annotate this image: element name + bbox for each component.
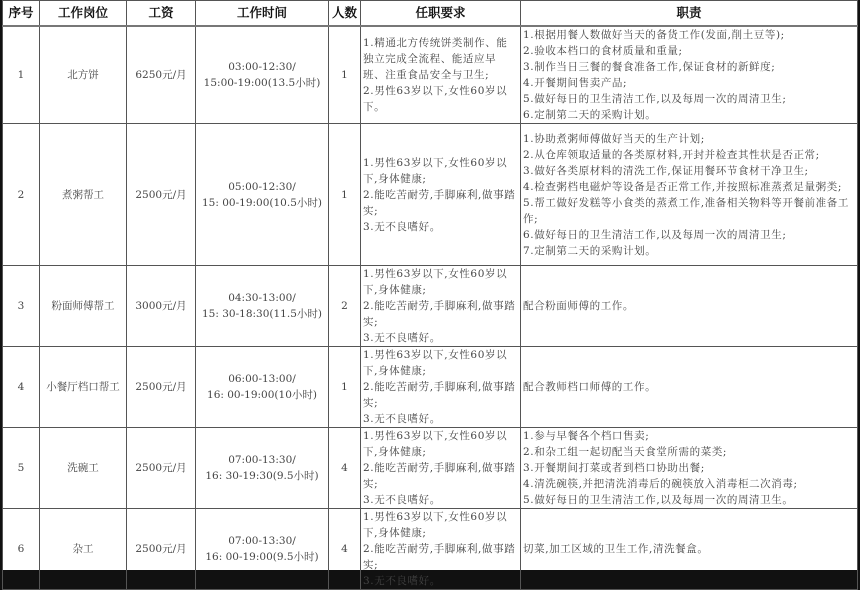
header-hours: 工作时间 [196,1,329,27]
cell-count: 1 [329,26,361,124]
requirements-line: 1.男性63岁以下,女性60岁以下,身体健康; [363,156,508,185]
duties-line: 6.定制第二天的采购计划。 [523,109,657,121]
cell-position: 粉面师傅帮工 [40,266,127,347]
cell-requirements [361,347,521,428]
hours-line: 16: 00-19:00(10小时) [207,389,317,401]
duties-line: 2.和杂工组一起切配当天食堂所需的菜类; [523,446,728,458]
cell-requirements [361,509,521,590]
cell-no: 6 [3,509,40,590]
duties-line: 5.做好每日的卫生清洁工作,以及每周一次的周清卫生。 [523,494,794,506]
requirements-line: 3.无不良嗜好。 [363,220,441,233]
cell-hours [196,509,329,590]
duties-line: 3.做好各类原材料的清洗工作,保证用餐环节食材干净卫生; [523,164,809,177]
table-row [3,266,858,347]
duties-line: 配合粉面师傅的工作。 [523,300,634,312]
duties-line: 1.根据用餐人数做好当天的备货工作(发面,削土豆等); [523,29,785,41]
cell-no: 5 [3,428,40,509]
hours-line: 15:00-19:00(13.5小时) [203,77,321,89]
duties-line: 1.协助煮粥师傅做好当天的生产计划; [523,132,705,145]
header-position: 工作岗位 [40,1,127,27]
cell-duties [521,26,858,124]
duties-line: 3.制作当日三餐的餐食准备工作,保证食材的新鲜度; [523,61,776,73]
cell-salary: 6250元/月 [127,26,196,124]
requirements-line: 1.男性63岁以下,女性60岁以下,身体健康; [363,430,508,458]
cell-count: 4 [329,509,361,590]
duties-line: 切菜,加工区域的卫生工作,清洗餐盒。 [523,543,709,555]
duties-line: 配合教师档口师傅的工作。 [523,381,657,393]
requirements-line: 1.男性63岁以下,女性60岁以下,身体健康; [363,511,508,539]
duties-line: 2.从仓库领取适量的各类原材料,开封并检查其性状是否正常; [523,148,820,161]
cell-hours [196,347,329,428]
cell-no: 4 [3,347,40,428]
cell-requirements [361,428,521,509]
cell-duties [521,124,858,266]
cell-position: 洗碗工 [40,428,127,509]
cell-salary: 2500元/月 [127,509,196,590]
cell-count: 4 [329,428,361,509]
cell-no: 1 [3,26,40,124]
cell-hours [196,26,329,124]
header-duties: 职责 [521,1,858,27]
cell-duties [521,509,858,590]
requirements-line: 2.能吃苦耐劳,手脚麻利,做事踏实; [363,462,516,490]
cell-position: 煮粥帮工 [40,124,127,266]
table-row [3,26,858,124]
hours-line: 07:00-13:30/ [228,454,296,466]
requirements-line: 3.无不良嗜好。 [363,575,441,587]
cell-requirements [361,26,521,124]
duties-line: 5.做好每日的卫生清洁工作,以及每周一次的周清卫生; [523,93,787,105]
cell-count: 1 [329,124,361,266]
requirements-line: 2.能吃苦耐劳,手脚麻利,做事踏实; [363,188,516,217]
table-row [3,124,858,266]
duties-line: 5.帮工做好发糕等小食类的蒸煮工作,准备相关物料等开餐前准备工作; [523,196,849,225]
header-salary: 工资 [127,1,196,27]
header-no: 序号 [3,1,40,27]
cell-hours [196,266,329,347]
requirements-line: 2.能吃苦耐劳,手脚麻利,做事踏实; [363,300,516,328]
cell-duties [521,266,858,347]
duties-line: 3.开餐期间打菜或者到档口协助出餐; [523,462,705,474]
header-row [3,1,858,27]
hours-line: 03:00-12:30/ [228,61,296,73]
requirements-line: 1.精通北方传统饼类制作、能独立完成全流程、能适应早班、注重食品安全与卫生; [363,37,508,81]
cell-hours [196,428,329,509]
hours-line: 06:00-13:00/ [228,373,296,385]
cell-position: 北方饼 [40,26,127,124]
cell-position: 杂工 [40,509,127,590]
hours-line: 04:30-13:00/ [228,292,296,304]
cell-requirements [361,124,521,266]
requirements-line: 1.男性63岁以下,女性60岁以下,身体健康; [363,268,508,296]
requirements-line: 2.能吃苦耐劳,手脚麻利,做事踏实; [363,381,516,409]
cell-duties [521,347,858,428]
header-requirements: 任职要求 [361,1,521,27]
table-row [3,428,858,509]
duties-line: 2.验收本档口的食材质量和重量; [523,45,683,57]
cell-count: 2 [329,266,361,347]
duties-line: 6.做好每日的卫生清洁工作,以及每周一次的周清卫生; [523,228,787,241]
duties-line: 1.参与早餐各个档口售卖; [523,430,650,442]
requirements-line: 1.男性63岁以下,女性60岁以下,身体健康; [363,349,508,377]
requirements-line: 3.无不良嗜好。 [363,494,441,506]
cell-salary: 2500元/月 [127,428,196,509]
cell-count: 1 [329,347,361,428]
cell-no: 3 [3,266,40,347]
cell-duties [521,428,858,509]
job-table-sheet [2,0,857,587]
requirements-line: 2.男性63岁以下,女性60岁以下。 [363,85,508,113]
cell-hours [196,124,329,266]
duties-line: 4.开餐期间售卖产品; [523,77,628,89]
cell-position: 小餐厅档口帮工 [40,347,127,428]
duties-line: 4.清洗碗筷,并把清洗消毒后的碗筷放入消毒柜二次消毒; [523,478,798,490]
header-count: 人数 [329,1,361,27]
hours-line: 07:00-13:30/ [228,535,296,547]
hours-line: 05:00-12:30/ [228,180,296,193]
requirements-line: 3.无不良嗜好。 [363,413,441,425]
cell-salary: 3000元/月 [127,266,196,347]
duties-line: 4.检查粥档电磁炉等设备是否正常工作,并按照标准蒸煮足量粥类; [523,180,842,193]
duties-line: 7.定制第二天的采购计划。 [523,244,657,257]
hours-line: 15: 30-18:30(11.5小时) [202,308,322,320]
requirements-line: 3.无不良嗜好。 [363,332,441,344]
requirements-line: 2.能吃苦耐劳,手脚麻利,做事踏实; [363,543,516,571]
cell-requirements [361,266,521,347]
table-row [3,347,858,428]
cell-salary: 2500元/月 [127,124,196,266]
hours-line: 15: 00-19:00(10.5小时) [202,196,322,209]
hours-line: 16: 00-19:00(9.5小时) [205,551,319,563]
cell-no: 2 [3,124,40,266]
hours-line: 16: 30-19:30(9.5小时) [205,470,319,482]
table-row [3,509,858,590]
job-table [2,0,858,590]
cell-salary: 2500元/月 [127,347,196,428]
